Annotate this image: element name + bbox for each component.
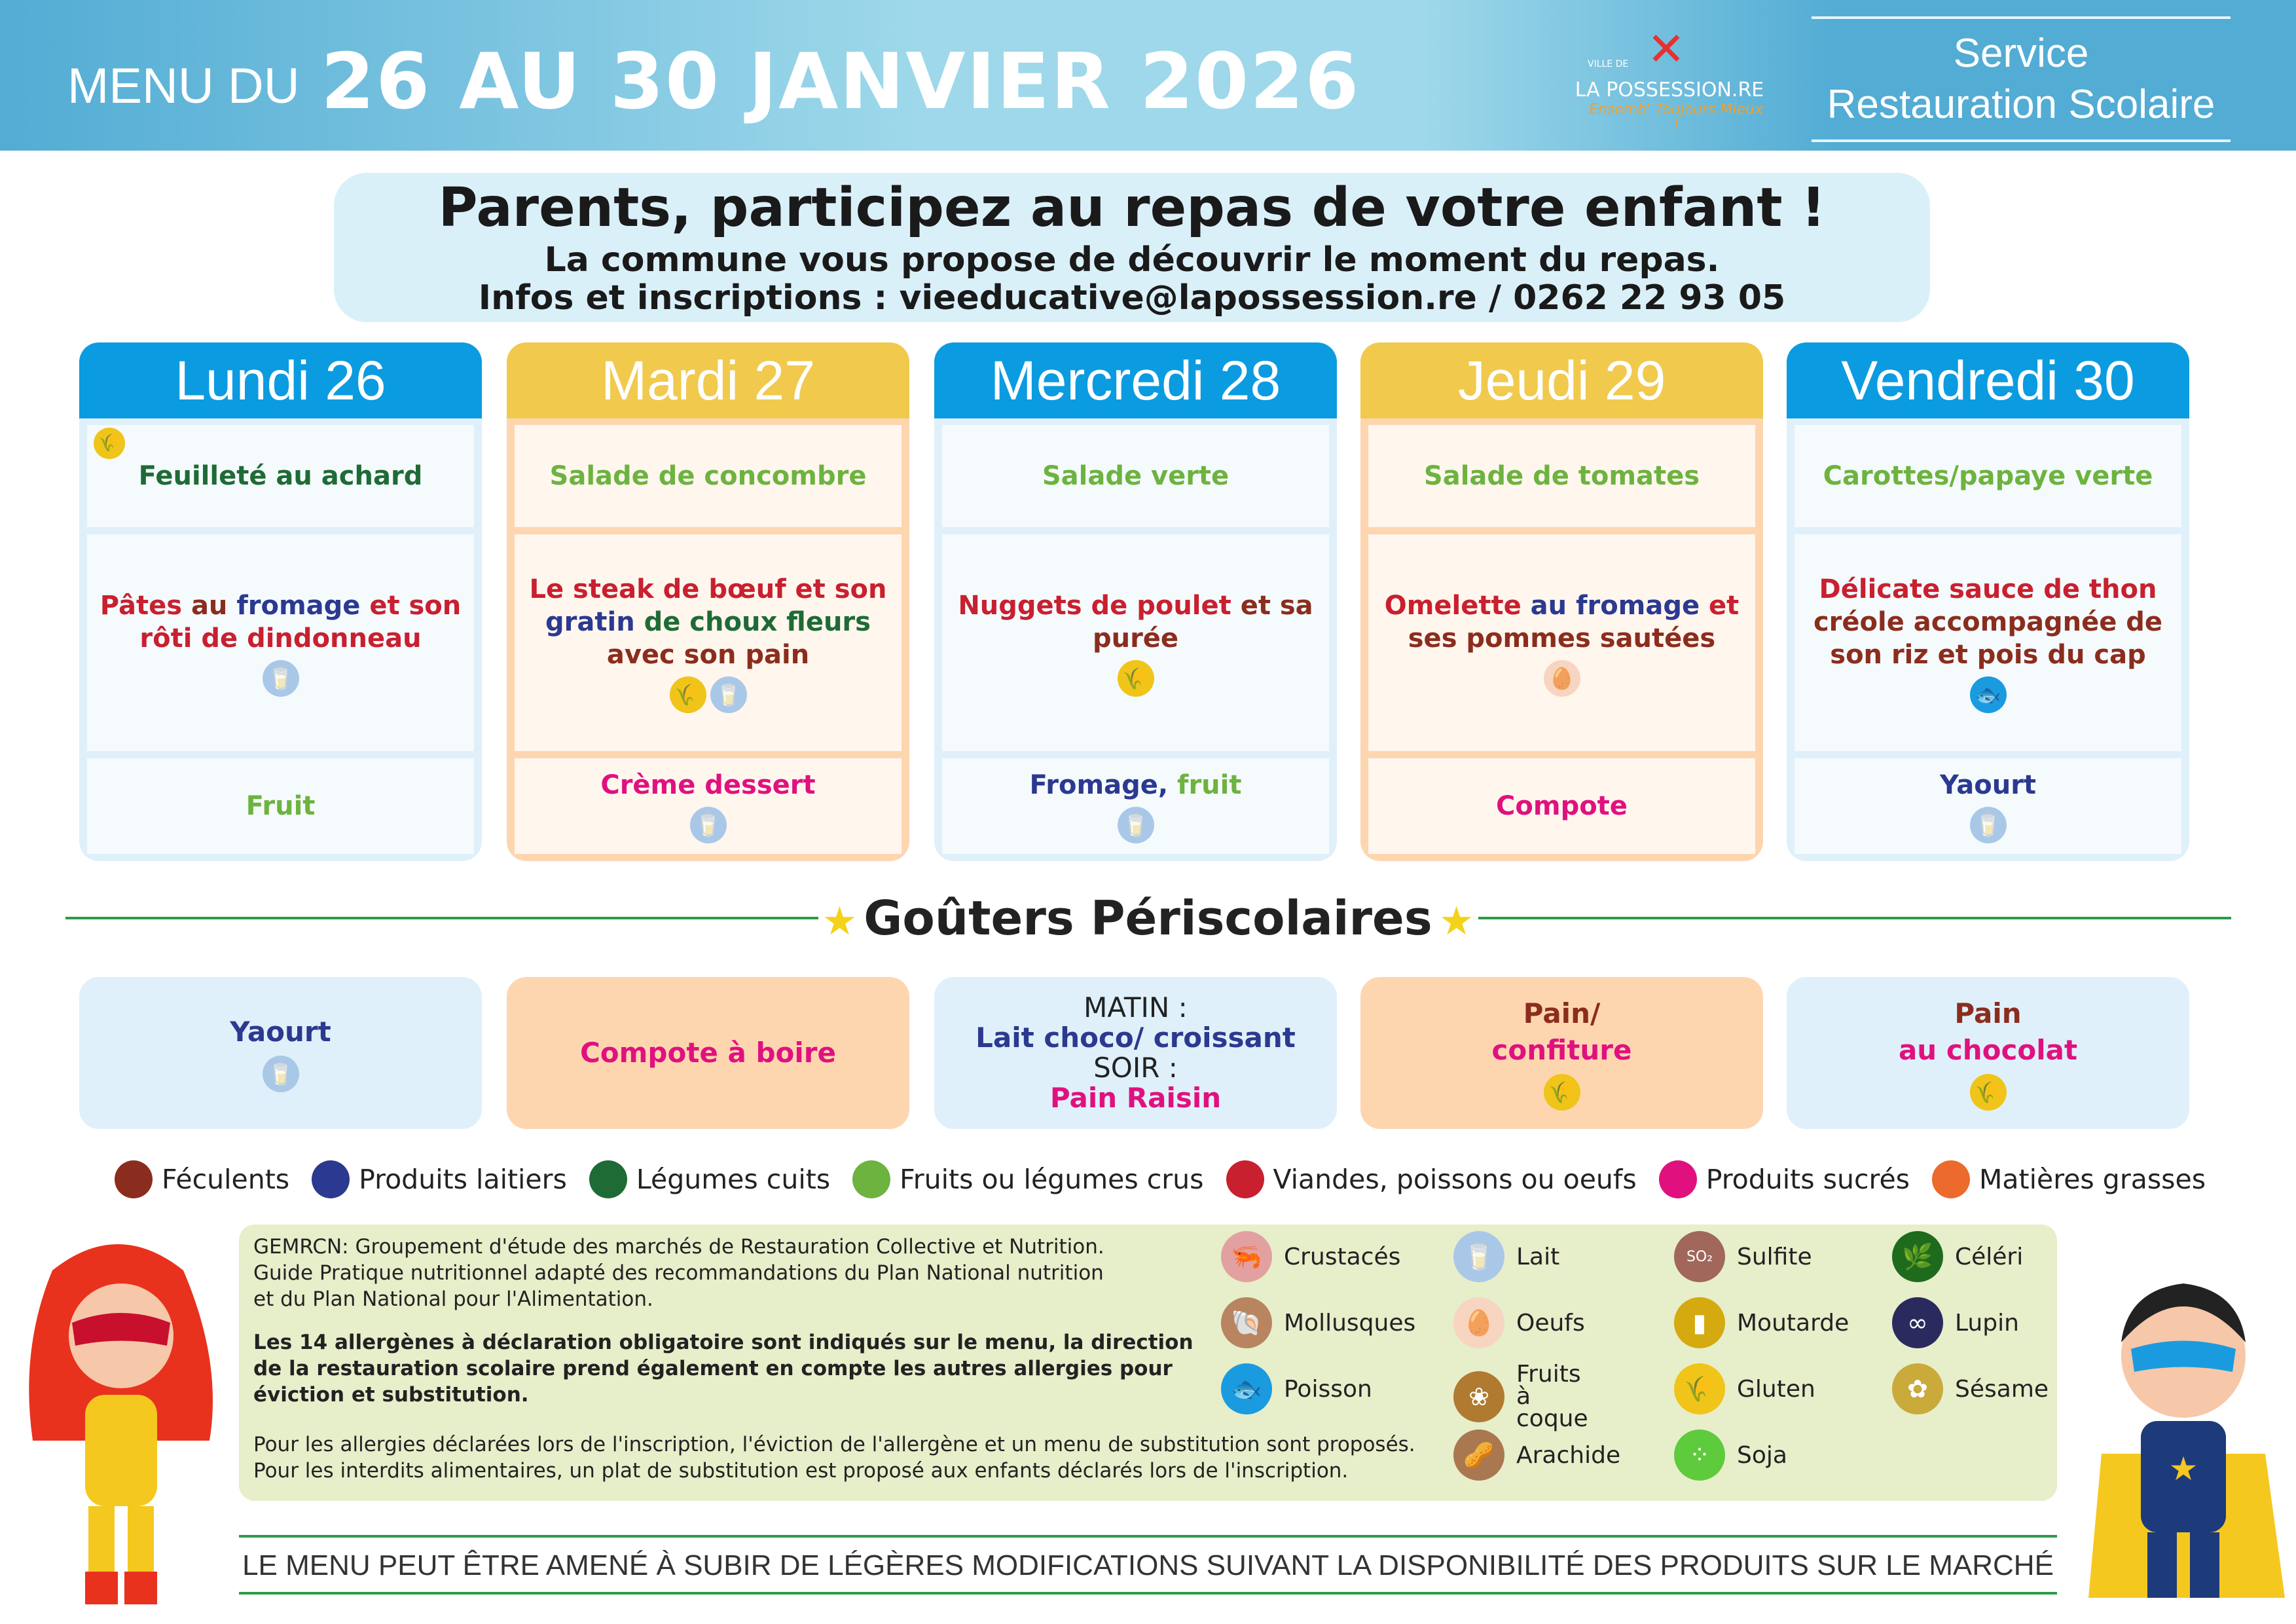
gluten-icon: 🌾 (1118, 660, 1154, 697)
food-group-dot-icon (115, 1160, 153, 1198)
gouters-heading (0, 891, 2296, 946)
legend-item (312, 1160, 567, 1198)
poisson-icon: 🐟 (1221, 1363, 1272, 1414)
dessert-text (1491, 790, 1633, 822)
milk-icon: 🥛 (263, 1056, 299, 1092)
lupin-icon: ∞ (1892, 1297, 1943, 1348)
food-group-legend (115, 1160, 2206, 1198)
dish-text-segment: Délicate sauce de thon (1819, 574, 2157, 604)
legend-item (1932, 1160, 2206, 1198)
dessert-cell (1795, 758, 2181, 854)
dish-text-segment: Carottes/papaye verte (1823, 461, 2153, 491)
crustac-s-icon: 🦐 (1221, 1231, 1272, 1282)
dish-text-segment: Compote (1496, 791, 1628, 821)
oeufs-icon: 🥚 (1453, 1297, 1504, 1348)
main-dish-cell (87, 534, 474, 751)
divider (1812, 139, 2231, 142)
dish-text-segment: fruit (1177, 770, 1242, 800)
allergen-label: Moutarde (1737, 1309, 1850, 1337)
divider (239, 1592, 2057, 1595)
allergen-label: Poisson (1284, 1375, 1372, 1403)
moutarde-icon: ▮ (1674, 1297, 1725, 1348)
allergen-icons (1968, 802, 2009, 843)
day-column (1360, 342, 1763, 861)
gemrcn-text: GEMRCN: Groupement d'étude des marchés de Restauration Collective et Nutrition. (253, 1235, 1104, 1259)
day-header: Mercredi 28 (934, 342, 1337, 418)
parents-banner (334, 173, 1930, 322)
parents-line1: La commune vous propose de découvrir le moment du repas. (544, 240, 1720, 280)
city-logo (1558, 22, 1774, 134)
gouters-title: Goûters Périscolaires (857, 891, 1438, 946)
food-group-dot-icon (852, 1160, 890, 1198)
logo-cross-icon: ✕ (1647, 22, 1686, 76)
dish-text-segment: fromage (236, 590, 370, 621)
gouter-line: Compote à boire (579, 1037, 837, 1069)
service-line1: Service (1953, 31, 2089, 76)
dish-text-segment: gratin (545, 606, 644, 637)
main-dish-text (942, 589, 1329, 655)
divider (1812, 16, 2231, 19)
allergen-bold-3: éviction et substitution. (253, 1383, 529, 1407)
allergen-label: Arachide (1516, 1441, 1621, 1469)
day-header: Mardi 27 (507, 342, 909, 418)
gouter-line: Lait choco/ croissant (975, 1022, 1296, 1054)
guide-text-2: et du Plan National pour l'Alimentation. (253, 1287, 653, 1311)
legend-label: Fruits ou légumes crus (900, 1164, 1204, 1195)
svg-text:★: ★ (2168, 1450, 2198, 1488)
allergen-item (1892, 1297, 2019, 1348)
dessert-cell (1368, 758, 1755, 854)
dessert-text (595, 769, 820, 802)
allergen-label: Lupin (1955, 1309, 2019, 1337)
star-icon: ★ (822, 898, 858, 944)
allergen-icons (1968, 1069, 2009, 1111)
allergen-label: Céléri (1955, 1243, 2024, 1270)
allergen-icons (1968, 671, 2009, 713)
dish-text-segment: et son (369, 590, 462, 621)
dish-text-segment: au (191, 590, 237, 621)
allergen-item (1674, 1231, 1812, 1282)
starter-cell (1795, 425, 2181, 527)
main-dish-text (1795, 573, 2181, 671)
allergen-item (1221, 1363, 1372, 1414)
starter-cell (942, 425, 1329, 527)
allergen-label: Fruits à coque (1516, 1361, 1588, 1432)
starter-text (1818, 460, 2159, 492)
allergen-item (1674, 1297, 1849, 1348)
allergen-icons (1116, 655, 1156, 697)
allergen-label: Gluten (1737, 1375, 1815, 1403)
gouter-line: confiture (1491, 1034, 1632, 1066)
dish-text-segment: Nuggets de poulet (958, 590, 1241, 621)
gluten-icon: 🌾 (94, 428, 125, 459)
main-dish-text (87, 589, 474, 655)
gouter-line: MATIN : (1084, 991, 1188, 1024)
gluten-icon: 🌾 (670, 676, 706, 713)
dish-text-segment: ses pommes sautées (1408, 623, 1716, 654)
allergen-icons (1542, 655, 1582, 697)
menu-dates-title: 26 AU 30 JANVIER 2026 (321, 36, 1360, 126)
allergen-icons (1116, 802, 1156, 843)
gluten-icon: 🌾 (1544, 1074, 1580, 1111)
s-same-icon: ✿ (1892, 1363, 1943, 1414)
fish-icon: 🐟 (1970, 676, 2007, 713)
dish-text-segment: au (1530, 590, 1576, 621)
allergen-item (1674, 1363, 1815, 1414)
dish-text-segment: fromage (1576, 590, 1709, 621)
gouter-line: Yaourt (230, 1016, 331, 1048)
dish-text-segment: Fruit (246, 791, 316, 821)
allergen-item (1892, 1231, 2023, 1282)
service-line2: Restauration Scolaire (1827, 82, 2215, 127)
allergen-label: Oeufs (1516, 1309, 1585, 1337)
legend-item (1226, 1160, 1637, 1198)
dish-text-segment: créole accompagnée de son riz et pois du cap (1813, 606, 2163, 670)
dish-text-segment: Feuilleté au achard (138, 461, 423, 491)
food-group-dot-icon (1659, 1160, 1697, 1198)
milk-icon: 🥛 (263, 660, 299, 697)
allergen-icons (261, 655, 301, 697)
legend-label: Produits laitiers (359, 1164, 567, 1195)
day-header: Jeudi 29 (1360, 342, 1763, 418)
divider (239, 1535, 2057, 1538)
legend-label: Féculents (162, 1164, 290, 1195)
lait-icon: 🥛 (1453, 1231, 1504, 1282)
starter-cell (1368, 425, 1755, 527)
allergen-bold-2: de la restauration scolaire prend également en compte les autres allergies pour (253, 1357, 1173, 1380)
substitution-note-1: Pour les allergies déclarées lors de l'inscription, l'éviction de l'allergène et un menu de substitution sont proposés. (253, 1433, 1415, 1456)
egg-icon: 🥚 (1544, 660, 1580, 697)
allergen-item (1453, 1363, 1601, 1430)
dish-text-segment: Salade de concombre (549, 461, 867, 491)
dish-text-segment: Salade de tomates (1423, 461, 1700, 491)
allergen-item (1453, 1297, 1585, 1348)
arachide-icon: 🥜 (1453, 1430, 1504, 1481)
gouter-card (1787, 977, 2189, 1129)
milk-icon: 🥛 (690, 807, 727, 843)
day-header: Vendredi 30 (1787, 342, 2189, 418)
dish-text-segment: Omelette (1384, 590, 1531, 621)
guide-text-1: Guide Pratique nutritionnel adapté des recommandations du Plan National nutrition (253, 1261, 1104, 1285)
legend-label: Légumes cuits (636, 1164, 831, 1195)
dish-text-segment: Salade verte (1042, 461, 1230, 491)
dessert-text (1025, 769, 1247, 802)
gluten-icon: 🌾 (1970, 1074, 2007, 1111)
day-column (79, 342, 482, 861)
legend-label: Matières grasses (1979, 1164, 2206, 1195)
dessert-text (1935, 769, 2041, 802)
day-header: Lundi 26 (79, 342, 482, 418)
dish-text-segment: de choux fleurs (644, 606, 871, 637)
legend-label: Viandes, poissons ou oeufs (1273, 1164, 1637, 1195)
allergen-item (1221, 1231, 1400, 1282)
dish-text-segment: et sa purée (1092, 590, 1313, 654)
milk-icon: 🥛 (710, 676, 747, 713)
girl-superhero-illustration (13, 1231, 229, 1611)
main-dish-cell (1795, 534, 2181, 751)
legend-item (1659, 1160, 1910, 1198)
main-dish-cell (942, 534, 1329, 751)
day-column (507, 342, 909, 861)
starter-text (1037, 460, 1234, 492)
footer-disclaimer: LE MENU PEUT ÊTRE AMENÉ À SUBIR DE LÉGÈRES MODIFICATIONS SUIVANT LA DISPONIBILITÉ DES PRODUITS SUR LE MARCHÉ (242, 1549, 2054, 1581)
dish-text-segment: rôti de dindonneau (139, 623, 422, 654)
allergen-icons (261, 1050, 301, 1092)
day-column (1787, 342, 2189, 861)
allergen-item (1453, 1430, 1620, 1481)
legend-item (589, 1160, 830, 1198)
gouter-card (934, 977, 1337, 1129)
fruits-coque-icon: ❀ (1453, 1371, 1504, 1422)
logo-name: LA POSSESSION.RE (1575, 79, 1764, 101)
dish-text-segment: et (1709, 590, 1740, 621)
dish-text-segment: Le steak de bœuf et son (529, 574, 887, 604)
menu-prefix: MENU DU (67, 58, 300, 114)
gouter-line: Pain/ (1523, 997, 1601, 1029)
allergen-label: Soja (1737, 1441, 1787, 1469)
allergen-bold-1: Les 14 allergènes à déclaration obligatoire sont indiqués sur le menu, la direction (253, 1331, 1194, 1354)
dish-text-segment: Yaourt (1939, 770, 2037, 800)
legend-label: Produits sucrés (1705, 1164, 1910, 1195)
service-title (1812, 16, 2231, 151)
starter-cell (515, 425, 902, 527)
sulfite-icon: SO₂ (1674, 1231, 1725, 1282)
allergen-icons (1542, 1069, 1582, 1111)
dish-text-segment: avec son pain (606, 639, 810, 670)
allergen-item (1892, 1363, 2049, 1414)
mollusques-icon: 🐚 (1221, 1297, 1272, 1348)
gouter-card (79, 977, 482, 1129)
food-group-dot-icon (1226, 1160, 1264, 1198)
dish-text-segment: Fromage, (1029, 770, 1178, 800)
parents-title: Parents, participez au repas de votre enfant ! (438, 177, 1826, 239)
main-dish-text (515, 573, 902, 671)
allergen-label: Sulfite (1737, 1243, 1812, 1270)
allergen-label: Sésame (1955, 1375, 2049, 1403)
starter-text (545, 460, 872, 492)
substitution-note-2: Pour les interdits alimentaires, un plat de substitution est proposé aux enfants déclarés lors de l'inscription. (253, 1459, 1349, 1483)
star-icon: ★ (1438, 898, 1474, 944)
dish-text-segment: Crème dessert (600, 770, 816, 800)
food-group-dot-icon (312, 1160, 350, 1198)
starter-text (1419, 460, 1705, 492)
soja-icon: ⁘ (1674, 1430, 1725, 1481)
logo-slogan: Ensemb' Toujours Mieux ! (1588, 101, 1763, 134)
gouter-line: SOIR : (1093, 1052, 1178, 1084)
starter-text (134, 460, 428, 492)
main-dish-cell (515, 534, 902, 751)
gouter-card (507, 977, 909, 1129)
allergen-item (1674, 1430, 1787, 1481)
allergen-item (1453, 1231, 1559, 1282)
boy-superhero-illustration (2075, 1257, 2291, 1611)
allergen-icons (688, 802, 729, 843)
gouter-line: au chocolat (1898, 1034, 2078, 1066)
dessert-text (241, 790, 321, 822)
food-group-dot-icon (1932, 1160, 1970, 1198)
legend-item (852, 1160, 1203, 1198)
starter-cell (87, 425, 474, 527)
gouter-card (1360, 977, 1763, 1129)
main-dish-text (1368, 589, 1755, 655)
milk-icon: 🥛 (1118, 807, 1154, 843)
gouter-line: Pain Raisin (1049, 1082, 1222, 1114)
dessert-cell (942, 758, 1329, 854)
allergen-label: Crustacés (1284, 1243, 1401, 1270)
logo-small-text: VILLE DE (1588, 59, 1629, 69)
gluten-icon: 🌾 (1674, 1363, 1725, 1414)
dish-text-segment: Pâtes (100, 590, 191, 621)
food-group-dot-icon (589, 1160, 627, 1198)
legend-item (115, 1160, 289, 1198)
dessert-cell (515, 758, 902, 854)
allergen-item (1221, 1297, 1415, 1348)
gouter-line: Pain (1954, 997, 2022, 1029)
dessert-cell (87, 758, 474, 854)
parents-contact[interactable]: Infos et inscriptions : vieeducative@lapossession.re / 0262 22 93 05 (478, 278, 1786, 318)
main-dish-cell (1368, 534, 1755, 751)
allergen-label: Lait (1516, 1243, 1560, 1270)
milk-icon: 🥛 (1970, 807, 2007, 843)
allergen-icons (668, 671, 749, 713)
allergen-label: Mollusques (1284, 1309, 1416, 1337)
day-column (934, 342, 1337, 861)
c-l-ri-icon: 🌿 (1892, 1231, 1943, 1282)
